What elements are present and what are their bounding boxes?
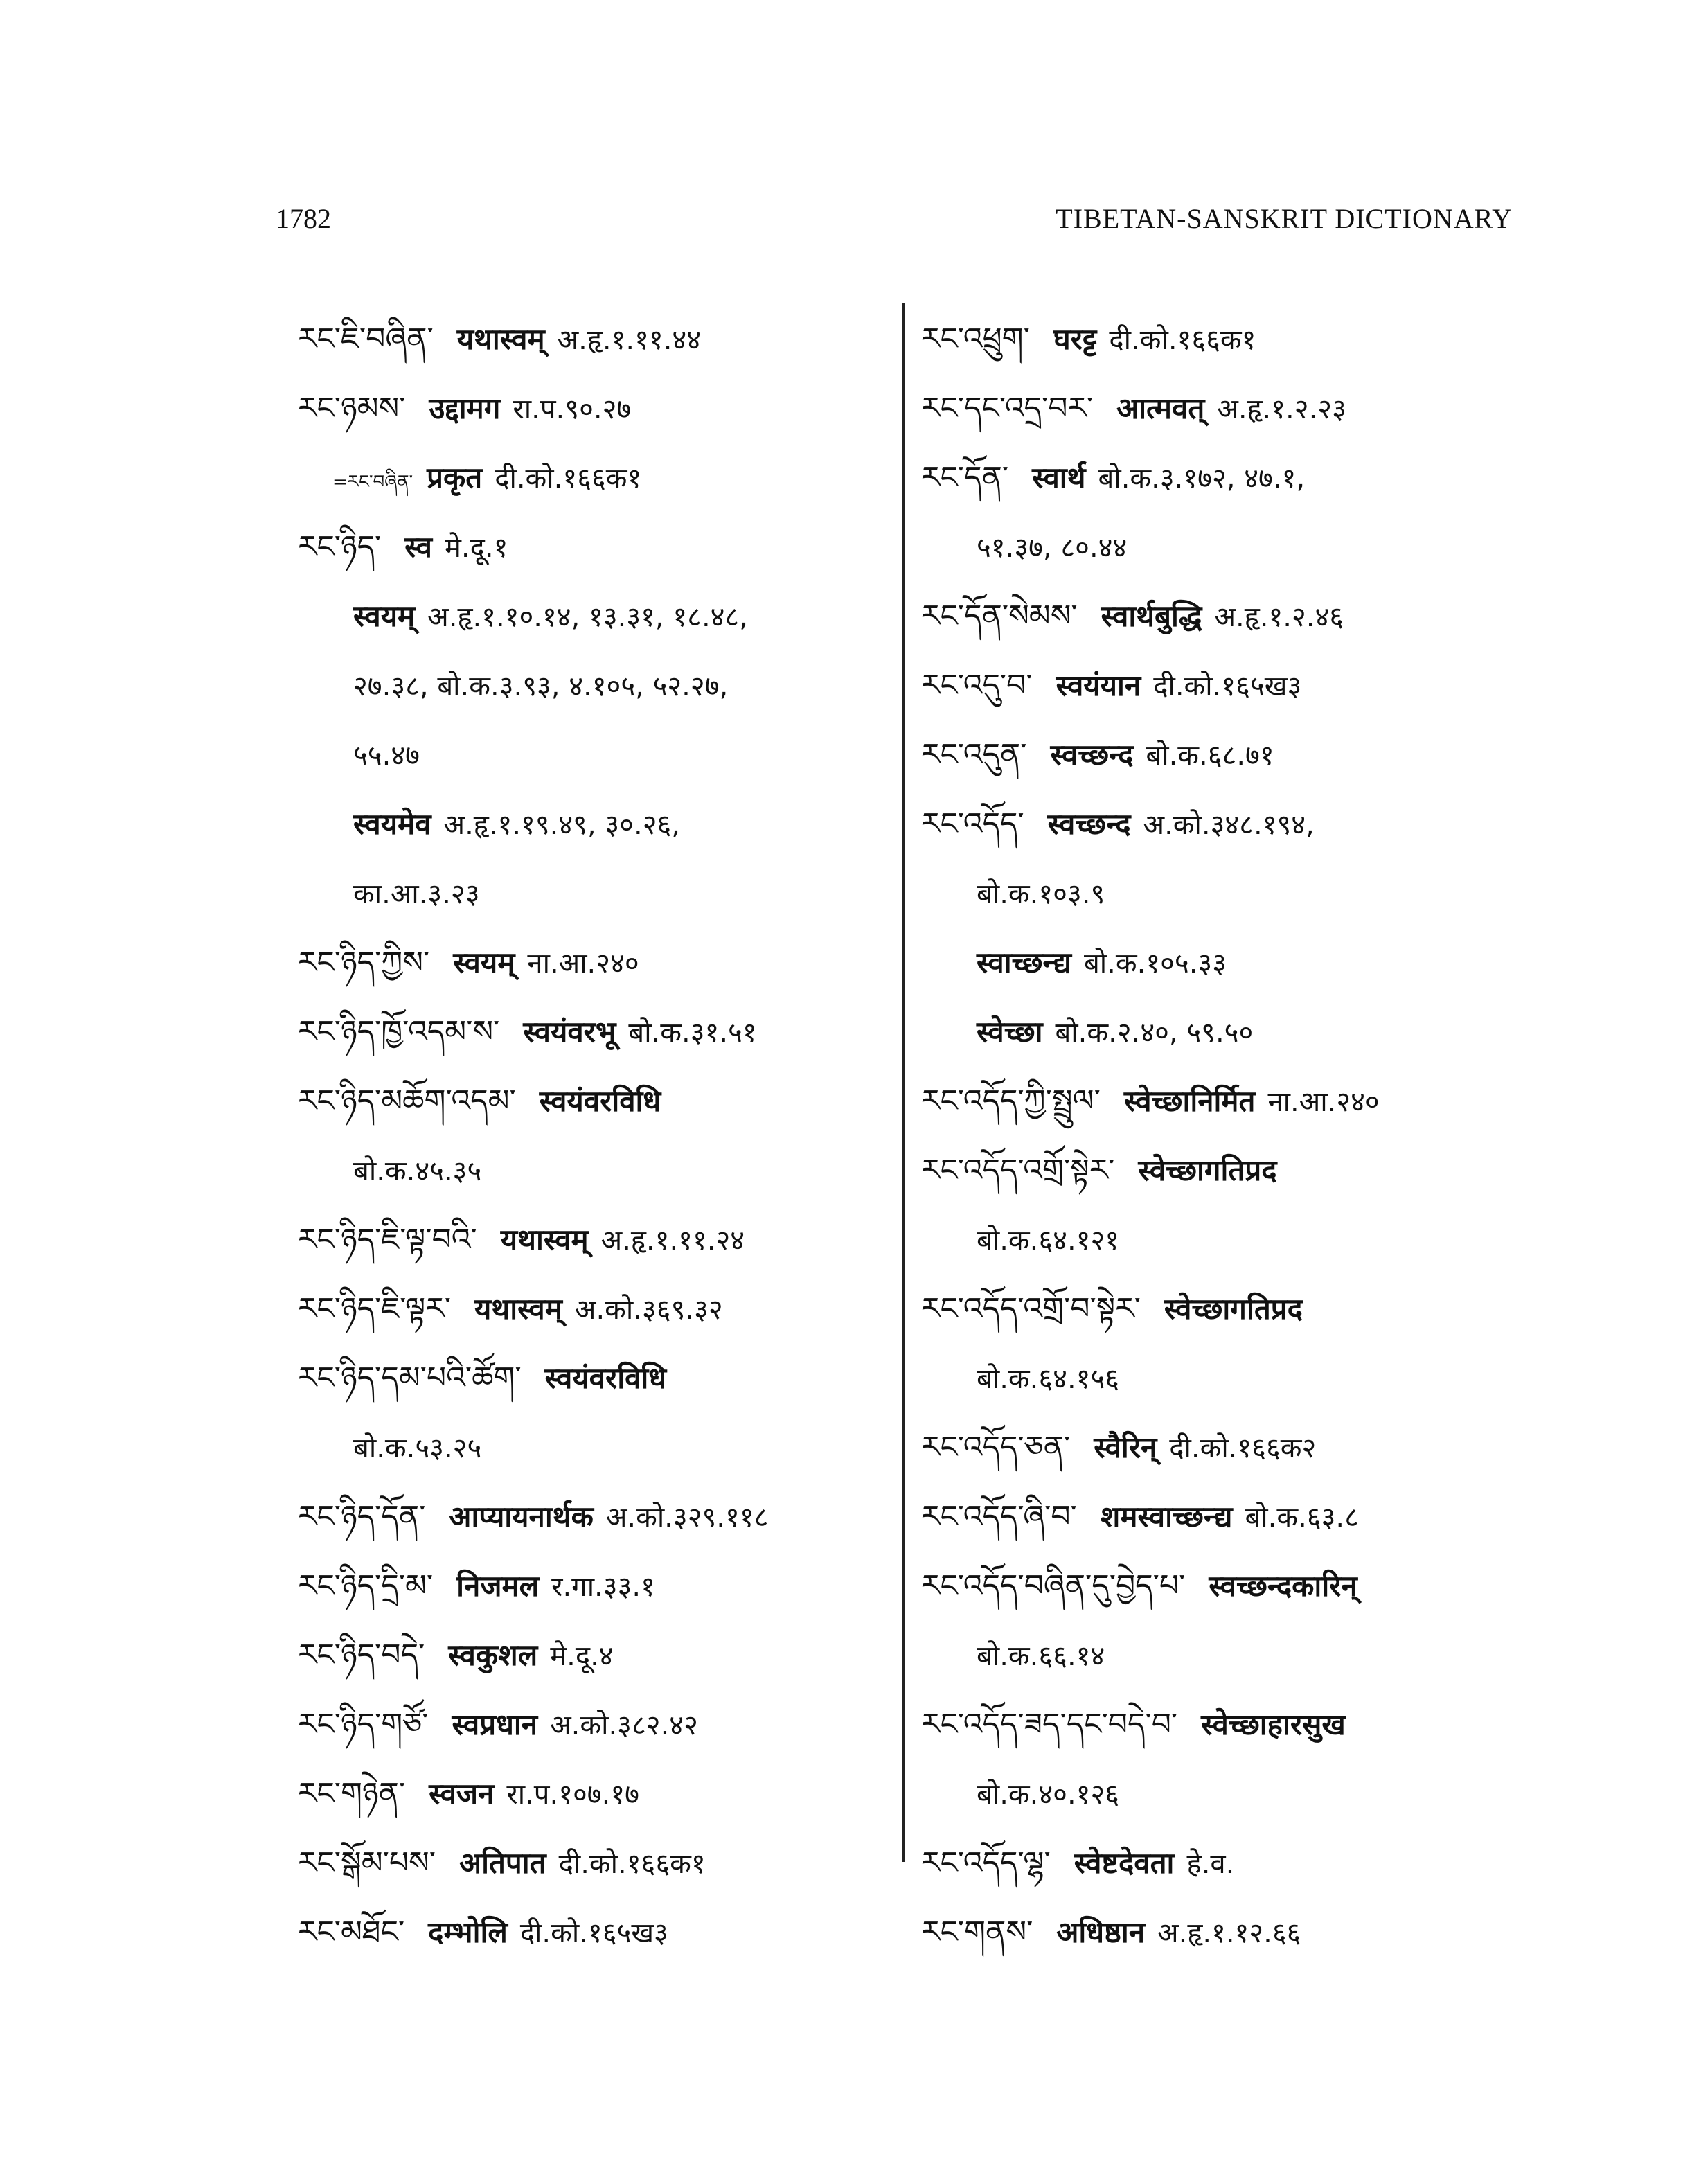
entry-line xyxy=(298,443,893,513)
entry-continuation xyxy=(921,1621,1544,1690)
tibetan-headword: རང་ཉམས་ xyxy=(298,391,406,426)
source-reference: अ.हृ.१.२.२३ xyxy=(1217,393,1346,425)
source-reference: बो.क.४५.३५ xyxy=(353,1155,482,1187)
entry-line xyxy=(298,1552,893,1621)
tibetan-cross-reference: =རང་བཞིན་ xyxy=(332,472,413,492)
entry-line xyxy=(921,997,1544,1067)
sanskrit-equivalent: निजमल xyxy=(456,1569,540,1603)
entry-line xyxy=(298,1344,893,1413)
tibetan-headword: རང་འདོད་ཞི་བ་ xyxy=(921,1499,1077,1534)
source-reference: अ.हृ.१.१९.४९, ३०.२६, xyxy=(443,809,681,841)
source-reference: २७.३८, बो.क.३.९३, ४.१०५, ५२.२७, xyxy=(353,671,729,702)
source-reference: दी.को.१६६क१ xyxy=(558,1848,706,1880)
entry-line xyxy=(298,1829,893,1898)
entry-line xyxy=(298,1759,893,1829)
tibetan-headword: རང་ཉིད་གཙོ་ xyxy=(298,1707,429,1742)
sanskrit-equivalent: स्व xyxy=(404,530,432,564)
source-reference: अ.हृ.१.११.४४ xyxy=(557,324,702,356)
entry-line xyxy=(298,790,893,859)
source-reference: रा.प.९०.२७ xyxy=(513,393,632,425)
source-reference: का.आ.३.२३ xyxy=(353,878,480,910)
sanskrit-equivalent: आत्मवत् xyxy=(1116,391,1205,425)
sanskrit-equivalent: स्वेच्छागतिप्रद xyxy=(1164,1292,1303,1326)
entry-line xyxy=(921,1067,1544,1136)
source-reference: बो.क.६४.१५६ xyxy=(977,1363,1120,1395)
sanskrit-equivalent: स्वेच्छा xyxy=(977,1015,1043,1049)
tibetan-headword: རང་འདོད་འགྲོ་བ་སྟེར་ xyxy=(921,1291,1141,1326)
entry-line xyxy=(921,1552,1544,1621)
tibetan-headword: རང་འདོད་ཀྱི་སྤྲུལ་ xyxy=(921,1083,1101,1119)
tibetan-headword: རང་འདོད་འགྲོ་སྟེར་ xyxy=(921,1153,1115,1188)
tibetan-headword: རང་ཉིད་དམ་པའི་ཚོག་ xyxy=(298,1360,522,1396)
sanskrit-equivalent: उद्दामग xyxy=(429,391,501,425)
source-reference: दी.को.१६६क१ xyxy=(495,463,642,495)
entry-line xyxy=(298,1067,893,1136)
source-reference: दी.को.१६५ख३ xyxy=(519,1917,668,1949)
sanskrit-equivalent: प्रकृत xyxy=(427,461,483,495)
source-reference: बो.क.६४.१२१ xyxy=(977,1225,1120,1257)
source-reference: बो.क.१०५.३३ xyxy=(1083,948,1227,979)
source-reference: ना.आ.२४० xyxy=(1267,1086,1380,1118)
entry-line xyxy=(298,1275,893,1344)
sanskrit-equivalent: स्वार्थ xyxy=(1032,461,1086,495)
source-reference: रा.प.१०७.१७ xyxy=(506,1779,639,1811)
entry-line xyxy=(298,1898,893,1967)
entry-continuation xyxy=(298,1136,893,1205)
source-reference: बो.क.४०.१२६ xyxy=(977,1779,1120,1811)
sanskrit-equivalent: स्वेच्छानिर्मित xyxy=(1123,1084,1256,1118)
entry-line xyxy=(921,1482,1544,1552)
tibetan-headword: རང་ཉིད་དྲི་མ་ xyxy=(298,1568,434,1604)
entry-continuation xyxy=(298,720,893,790)
entry-continuation xyxy=(921,513,1544,582)
entry-continuation xyxy=(921,1205,1544,1275)
tibetan-headword: རང་འདུ་བ་ xyxy=(921,668,1033,703)
source-reference: मे.दू.४ xyxy=(550,1640,614,1672)
source-reference: दी.को.१६६क२ xyxy=(1169,1432,1317,1464)
tibetan-headword: རང་ཉིད་མཆོག་འདམ་ xyxy=(298,1083,516,1119)
entry-line xyxy=(921,1413,1544,1482)
source-reference: बो.क.३१.५१ xyxy=(628,1017,757,1049)
sanskrit-equivalent: अतिपात xyxy=(459,1846,546,1880)
left-column xyxy=(298,305,893,1967)
tibetan-headword: རང་ཉིད་ཇི་ལྟར་ xyxy=(298,1291,452,1326)
entry-line xyxy=(298,928,893,997)
tibetan-headword: རང་ཉིད་དོན་ xyxy=(298,1499,426,1534)
entry-line xyxy=(921,1275,1544,1344)
entry-line xyxy=(298,374,893,443)
sanskrit-equivalent: घरट्ट xyxy=(1053,322,1097,356)
right-column xyxy=(921,305,1544,1967)
sanskrit-equivalent: स्वयंयान xyxy=(1056,668,1141,702)
source-reference: अ.हृ.१.११.२४ xyxy=(600,1225,745,1257)
sanskrit-equivalent: स्वार्थबुद्धि xyxy=(1101,599,1202,633)
sanskrit-equivalent: अधिष्ठान xyxy=(1056,1915,1146,1949)
sanskrit-equivalent: स्वयंवरभू xyxy=(523,1015,616,1049)
source-reference: अ.को.३६९.३२ xyxy=(574,1294,723,1326)
source-reference: बो.क.६३.८ xyxy=(1245,1502,1359,1534)
entry-line xyxy=(298,305,893,374)
sanskrit-equivalent: दम्भोलि xyxy=(428,1915,508,1949)
tibetan-headword: རང་དོན་ xyxy=(921,460,1009,495)
source-reference: बो.क.२.४०, ५९.५० xyxy=(1055,1017,1254,1049)
source-reference: बो.क.६६.१४ xyxy=(977,1640,1105,1672)
source-reference: बो.क.५३.२५ xyxy=(353,1432,482,1464)
sanskrit-equivalent: स्वाच्छन्द्य xyxy=(977,945,1071,979)
sanskrit-equivalent: स्वकुशल xyxy=(448,1638,538,1672)
source-reference: मे.दू.१ xyxy=(445,532,508,564)
entry-line xyxy=(921,1136,1544,1205)
source-reference: अ.हृ.१.१२.६६ xyxy=(1157,1917,1301,1949)
source-reference: अ.हृ.१.१०.१४, १३.३१, १८.४८, xyxy=(427,601,748,633)
entry-line xyxy=(921,1898,1544,1967)
tibetan-headword: རང་ཉིད་ཁྱོ་འདམ་ས་ xyxy=(298,1014,500,1049)
sanskrit-equivalent: स्वयंवरविधि xyxy=(544,1361,667,1395)
source-reference: ५५.४७ xyxy=(353,740,420,772)
entry-line xyxy=(298,582,893,651)
tibetan-headword: རང་མཐོང་ xyxy=(298,1915,405,1950)
entry-line xyxy=(921,651,1544,720)
tibetan-headword: རང་འདོད་ཅན་ xyxy=(921,1430,1071,1465)
running-title: TIBETAN-SANSKRIT DICTIONARY xyxy=(1056,203,1513,234)
entry-continuation xyxy=(921,1344,1544,1413)
sanskrit-equivalent: स्वयंवरविधि xyxy=(539,1084,661,1118)
sanskrit-equivalent: स्वयम् xyxy=(453,945,515,979)
entry-line xyxy=(298,1205,893,1275)
source-reference: बो.क.१०३.९ xyxy=(977,878,1105,910)
entry-line xyxy=(298,997,893,1067)
entry-line xyxy=(921,305,1544,374)
sanskrit-equivalent: स्वच्छन्दकारिन् xyxy=(1209,1569,1357,1603)
tibetan-headword: རང་འདོད་ལྷ་ xyxy=(921,1845,1051,1881)
sanskrit-equivalent: आप्यायनार्थक xyxy=(449,1500,594,1534)
entry-line xyxy=(298,1621,893,1690)
tibetan-headword: རང་གནས་ xyxy=(921,1915,1033,1950)
tibetan-headword: རང་ཇི་བཞིན་ xyxy=(298,321,434,357)
sanskrit-equivalent: स्वच्छन्द xyxy=(1047,807,1131,841)
entry-line xyxy=(921,1829,1544,1898)
tibetan-headword: རང་ཉིད་ xyxy=(298,529,382,565)
entry-line xyxy=(921,1690,1544,1759)
source-reference: ना.आ.२४० xyxy=(527,948,639,979)
sanskrit-equivalent: स्वच्छन्द xyxy=(1050,738,1134,772)
entry-continuation xyxy=(298,1413,893,1482)
sanskrit-equivalent: यथास्वम् xyxy=(474,1292,562,1326)
entry-continuation xyxy=(921,1759,1544,1829)
tibetan-headword: རང་ཉིད་བདེ་ xyxy=(298,1637,425,1673)
tibetan-headword: རང་འདོད་ xyxy=(921,806,1024,842)
tibetan-headword: རང་སྒོམ་པས་ xyxy=(298,1845,436,1881)
source-reference: अ.हृ.१.२.४६ xyxy=(1214,601,1344,633)
tibetan-headword: རང་དོན་སེམས་ xyxy=(921,598,1078,634)
tibetan-headword: རང་འདོད་བཞིན་དུ་བྱེད་པ་ xyxy=(921,1568,1186,1604)
sanskrit-equivalent: स्वेष्टदेवता xyxy=(1074,1846,1175,1880)
entry-continuation xyxy=(921,859,1544,928)
sanskrit-equivalent: स्वजन xyxy=(429,1777,495,1811)
entry-line xyxy=(298,1690,893,1759)
tibetan-headword: རང་ཉིད་ཀྱིས་ xyxy=(298,945,430,980)
entry-line xyxy=(298,1482,893,1552)
sanskrit-equivalent: स्वेच्छागतिप्रद xyxy=(1138,1153,1277,1187)
tibetan-headword: རང་ཉིད་ཇི་ལྟ་བའི་ xyxy=(298,1222,477,1257)
source-reference: ५१.३७, ८०.४४ xyxy=(977,532,1128,564)
entry-continuation xyxy=(298,859,893,928)
sanskrit-equivalent: स्वेच्छाहारसुख xyxy=(1201,1707,1346,1741)
tibetan-headword: རང་འཕྲུག་ xyxy=(921,321,1030,357)
source-reference: हे.व. xyxy=(1186,1848,1235,1880)
entry-line xyxy=(921,443,1544,513)
entry-continuation xyxy=(298,651,893,720)
source-reference: बो.क.३.१७२, ४७.१, xyxy=(1098,463,1306,495)
entry-line xyxy=(921,928,1544,997)
sanskrit-equivalent: स्वैरिन् xyxy=(1094,1430,1157,1464)
tibetan-headword: རང་འདོད་ཟད་དང་བདེ་བ་ xyxy=(921,1707,1178,1742)
sanskrit-equivalent: शमस्वाच्छन्द्य xyxy=(1100,1500,1233,1534)
sanskrit-equivalent: यथास्वम् xyxy=(456,322,545,356)
tibetan-headword: རང་གཉེན་ xyxy=(298,1776,406,1811)
source-reference: अ.को.३२९.११८ xyxy=(605,1502,769,1534)
tibetan-headword: རང་དང་འདྲ་བར་ xyxy=(921,391,1094,426)
source-reference: र.गा.३३.१ xyxy=(551,1571,655,1603)
sanskrit-equivalent: स्वप्रधान xyxy=(452,1707,538,1741)
source-reference: अ.को.३४८.१९४, xyxy=(1143,809,1315,841)
entry-line xyxy=(921,790,1544,859)
entry-line xyxy=(298,513,893,582)
entry-line xyxy=(921,374,1544,443)
sanskrit-equivalent: यथास्वम् xyxy=(500,1223,589,1257)
entry-line xyxy=(921,582,1544,651)
source-reference: अ.को.३८२.४२ xyxy=(550,1710,698,1741)
source-reference: दी.को.१६५ख३ xyxy=(1153,671,1302,702)
source-reference: बो.क.६८.७१ xyxy=(1146,740,1274,772)
column-divider xyxy=(902,303,905,1862)
entry-line xyxy=(921,720,1544,790)
sanskrit-equivalent: स्वयम् xyxy=(353,599,416,633)
source-reference: दी.को.१६६क१ xyxy=(1109,324,1256,356)
page-number: 1782 xyxy=(276,203,331,234)
tibetan-headword: རང་འདུན་ xyxy=(921,737,1027,772)
sanskrit-equivalent: स्वयमेव xyxy=(353,807,431,841)
